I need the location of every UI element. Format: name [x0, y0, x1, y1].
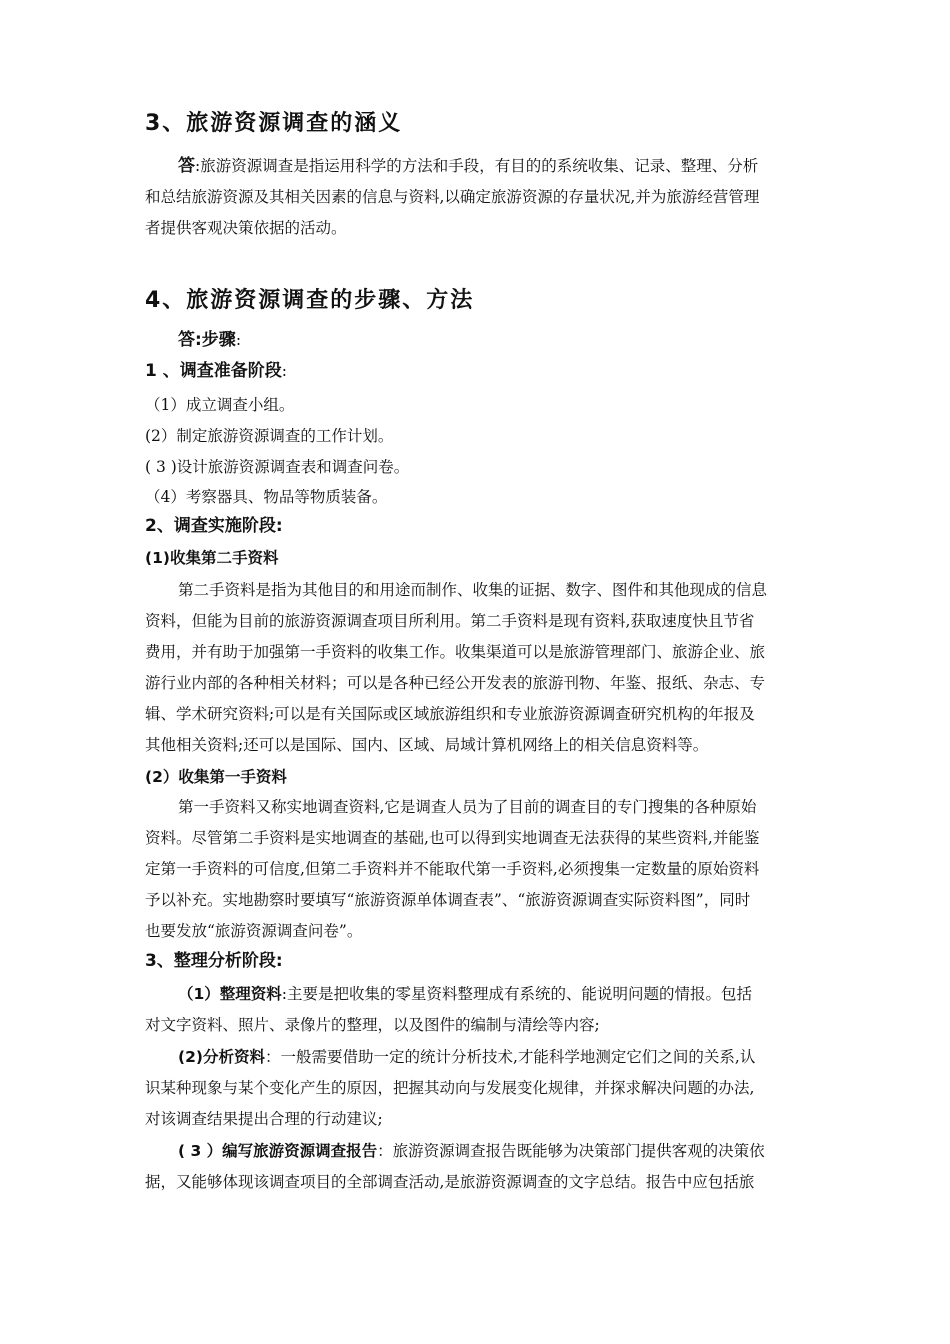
- answer-label: 答: [178, 156, 195, 176]
- sub-1-text-line: 辑、学术研究资料;可以是有关国际或区域旅游组织和专业旅游资源调查研究机构的年报及: [145, 705, 755, 723]
- analysis-item-2: (2)分析资料：一般需要借助一定的统计分析技术,才能科学地测定它们之间的关系,认: [178, 1048, 756, 1066]
- stage-1-heading: 1 、调查准备阶段:: [145, 361, 287, 381]
- stage-2-heading: 2、调查实施阶段:: [145, 516, 283, 536]
- stage-3-heading: 3、整理分析阶段:: [145, 951, 283, 971]
- sub-1-heading: (1)收集第二手资料: [145, 549, 279, 567]
- analysis-text-line: 对该调查结果提出合理的行动建议;: [145, 1110, 383, 1128]
- analysis-text-line: 对文字资料、照片、录像片的整理，以及图件的编制与清绘等内容;: [145, 1016, 600, 1034]
- section-3-text-line: 者提供客观决策依据的活动。: [145, 219, 347, 237]
- stage-1-item: ( 3 )设计旅游资源调查表和调查问卷。: [145, 458, 410, 476]
- stage-1-item: （1）成立调查小组。: [145, 396, 295, 414]
- sub-1-text-line: 费用，并有助于加强第一手资料的收集工作。收集渠道可以是旅游管理部门、旅游企业、旅: [145, 643, 766, 661]
- stage-1-item: (2）制定旅游资源调查的工作计划。: [145, 427, 394, 445]
- sub-1-text-line: 其他相关资料;还可以是国际、国内、区域、局域计算机网络上的相关信息资料等。: [145, 736, 709, 754]
- analysis-text-line: 识某种现象与某个变化产生的原因，把握其动向与发展变化规律，并探求解决问题的办法,: [145, 1079, 755, 1097]
- sub-1-text-line: 资料，但能为目前的旅游资源调查项目所利用。第二手资料是现有资料,获取速度快且节省: [145, 612, 755, 630]
- sub-1-text-line: 第二手资料是指为其他目的和用途而制作、收集的证据、数字、图件和其他现成的信息: [178, 581, 768, 599]
- sub-2-text-line: 资料。尽管第二手资料是实地调查的基础,也可以得到实地调查无法获得的某些资料,并能鉴: [145, 829, 760, 847]
- sub-2-text-line: 定第一手资料的可信度,但第二手资料并不能取代第一手资料,必须搜集一定数量的原始资料: [145, 860, 760, 878]
- sub-2-heading: (2）收集第一手资料: [145, 768, 287, 786]
- stage-1-item: （4）考察器具、物品等物质装备。: [145, 488, 388, 506]
- sub-2-text-line: 也要发放“旅游资源调查问卷”。: [145, 922, 363, 940]
- section-4-heading: 4、旅游资源调查的步骤、方法: [145, 288, 475, 313]
- section-3-heading: 3、旅游资源调查的涵义: [145, 111, 403, 136]
- section-4-answer-line: 答:步骤:: [178, 330, 242, 350]
- analysis-item-1: （1）整理资料:主要是把收集的零星资料整理成有系统的、能说明问题的情报。包括: [178, 985, 753, 1003]
- section-3-text-line: 和总结旅游资源及其相关因素的信息与资料,以确定旅游资源的存量状况,并为旅游经营管理: [145, 188, 760, 206]
- sub-1-text-line: 游行业内部的各种相关材料；可以是各种已经公开发表的旅游刊物、年鉴、报纸、杂志、专: [145, 674, 766, 692]
- section-3-answer-line: 答:旅游资源调查是指运用科学的方法和手段，有目的的系统收集、记录、整理、分析: [178, 156, 759, 176]
- sub-2-text-line: 第一手资料又称实地调查资料,它是调查人员为了目前的调查目的专门搜集的各种原始: [178, 798, 757, 816]
- sub-2-text-line: 予以补充。实地勘察时要填写“旅游资源单体调查表”、“旅游资源调查实际资料图”，同时: [145, 891, 751, 909]
- analysis-text-line: 据，又能够体现该调查项目的全部调查活动,是旅游资源调查的文字总结。报告中应包括旅: [145, 1173, 755, 1191]
- analysis-item-3: ( 3 ）编写旅游资源调查报告：旅游资源调查报告既能够为决策部门提供客观的决策依: [178, 1142, 765, 1160]
